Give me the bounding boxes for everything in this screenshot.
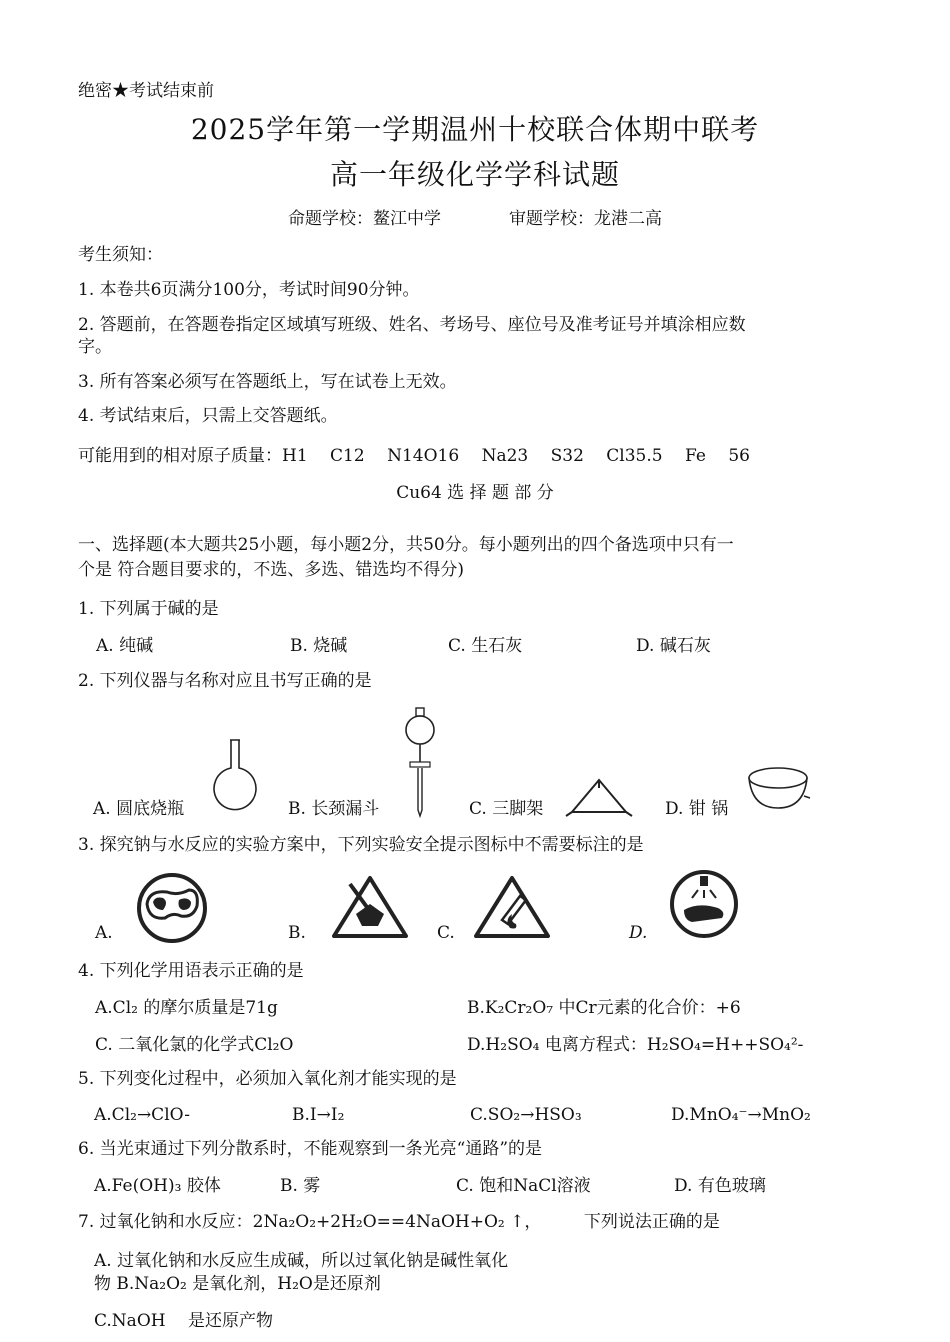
option-c: C. 生石灰 [448, 636, 523, 656]
option-c: C. 饱和NaCl溶液 [456, 1176, 591, 1196]
exam-title: 2025学年第一学期温州十校联合体期中联考 [190, 113, 760, 146]
option-a: A. 圆底烧瓶 [93, 799, 185, 819]
question-stem: 1. 下列属于碱的是 [78, 599, 219, 619]
goggles-icon [133, 872, 211, 944]
secret-label: 绝密★考试结束前 [78, 81, 214, 101]
tripod-triangle-icon [564, 776, 634, 820]
question-stem: 7. 过氧化钠和水反应：2Na₂O₂+2H₂O==4NaOH+O₂ ↑， 下列说法正确的是 [78, 1212, 720, 1232]
option-a: A. 过氧化钠和水反应生成碱，所以过氧化钠是碱性氧化 [94, 1251, 509, 1271]
option-c: C.SO₂→HSO₃ [470, 1105, 582, 1125]
option-b: B. [288, 923, 306, 943]
sharp-object-warning-icon [330, 874, 410, 940]
section-instructions: 一、选择题(本大题共25小题，每小题2分，共50分。每小题列出的四个备选项中只有一 [78, 535, 734, 555]
option-c: C. 二氧化氯的化学式Cl₂O [95, 1035, 294, 1055]
section-instructions-cont: 个是 符合题目要求的，不选、多选、错选均不得分) [78, 560, 465, 580]
school-info: 命题学校：鳌江中学 审题学校：龙港二高 [288, 209, 662, 229]
separatory-funnel-icon [400, 706, 440, 818]
atomic-mass-line: 可能用到的相对原子质量：H1 C12 N14O16 Na23 S32 Cl35.5 Fe 56 [78, 446, 750, 466]
option-b: B.I→I₂ [292, 1105, 345, 1125]
option-d: D. 有色玻璃 [674, 1176, 766, 1196]
notice-item: 2. 答题前，在答题卷指定区域填写班级、姓名、考场号、座位号及准考证号并填涂相应数 [78, 315, 746, 335]
option-c: C. 三脚架 [469, 799, 544, 819]
notice-heading: 考生须知： [78, 245, 163, 265]
option-d: D.H₂SO₄ 电离方程式：H₂SO₄=H++SO₄²- [467, 1035, 804, 1055]
option-b: 物 B.Na₂O₂ 是氧化剂，H₂O是还原剂 [94, 1274, 381, 1294]
option-a: A.Cl₂ 的摩尔质量是71g [95, 998, 278, 1018]
question-stem: 4. 下列化学用语表示正确的是 [78, 961, 304, 981]
round-bottom-flask-icon [210, 736, 260, 816]
option-d: D. 碱石灰 [636, 636, 711, 656]
option-b: B.K₂Cr₂O₇ 中Cr元素的化合价：+6 [467, 998, 741, 1018]
heating-warning-icon [472, 874, 552, 940]
question-stem: 5. 下列变化过程中，必须加入氧化剂才能实现的是 [78, 1069, 457, 1089]
option-a: A.Cl₂→ClO- [94, 1105, 190, 1125]
notice-item: 字。 [78, 337, 112, 357]
option-d: D. 钳 锅 [665, 799, 729, 819]
option-a: A. [95, 923, 113, 943]
option-a: A. 纯碱 [96, 636, 154, 656]
option-d: D. [629, 923, 648, 943]
notice-item: 1. 本卷共6页满分100分，考试时间90分钟。 [78, 280, 420, 300]
option-c: C. [437, 923, 455, 943]
option-a: A.Fe(OH)₃ 胶体 [94, 1176, 221, 1196]
notice-item: 4. 考试结束后，只需上交答题纸。 [78, 406, 338, 426]
question-stem: 3. 探究钠与水反应的实验方案中，下列实验安全提示图标中不需要标注的是 [78, 835, 644, 855]
option-c: C.NaOH 是还原产物 [94, 1311, 273, 1331]
question-stem: 6. 当光束通过下列分散系时，不能观察到一条光亮“通路”的是 [78, 1139, 543, 1159]
option-b: B. 烧碱 [290, 636, 348, 656]
option-d: D.MnO₄⁻→MnO₂ [671, 1105, 811, 1125]
option-b: B. 长颈漏斗 [288, 799, 380, 819]
question-stem: 2. 下列仪器与名称对应且书写正确的是 [78, 671, 372, 691]
notice-item: 3. 所有答案必须写在答题纸上，写在试卷上无效。 [78, 372, 457, 392]
exam-subtitle: 高一年级化学学科试题 [329, 158, 620, 191]
wash-hands-icon [668, 868, 740, 940]
section-label: Cu64 选 择 题 部 分 [396, 483, 554, 503]
option-b: B. 雾 [280, 1176, 321, 1196]
crucible-icon [746, 764, 812, 814]
